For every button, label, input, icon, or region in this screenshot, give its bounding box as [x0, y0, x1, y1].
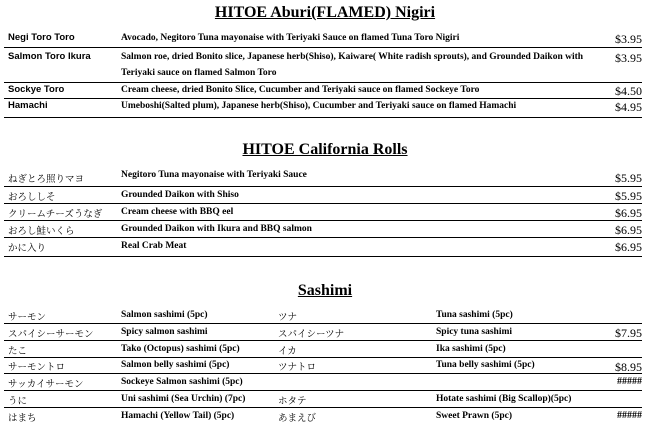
item-name-jp: うに [8, 396, 28, 407]
sashimi-row [4, 391, 642, 408]
item-description: Avocado, Negitoro Tuna mayonaise with Teriyaki Sauce on flamed Tuna Toro Nigiri [121, 33, 460, 43]
item-name-jp: スパイシーツナ [278, 329, 345, 340]
item-name: おろし鮭いくら [8, 226, 75, 237]
sashimi-row [4, 374, 642, 391]
item-description: Umeboshi(Salted plum), Japanese herb(Shiso), Cucumber and Teriyaki sauce on flamed Hamachi [121, 101, 517, 111]
item-price: $6.95 [615, 223, 642, 237]
item-name-jp: ツナトロ [278, 362, 317, 373]
item-description: Real Crab Meat [121, 241, 187, 251]
nigiri-section-title: HITOE Aburi(FLAMED) Nigiri [214, 4, 436, 21]
item-price: $5.95 [615, 171, 642, 185]
item-name-en: Uni sashimi (Sea Urchin) (7pc) [121, 394, 246, 404]
item-description: Cream cheese, dried Bonito Slice, Cucumber and Teriyaki sauce on flamed Sockeye Toro [121, 85, 480, 95]
california-row [4, 221, 642, 238]
sashimi-row [4, 358, 642, 374]
item-name-en: Spicy salmon sashimi [121, 327, 208, 337]
item-name-en: Ika sashimi (5pc) [436, 344, 506, 354]
sashimi-row [4, 324, 642, 341]
item-name: Negi Toro Toro [8, 32, 75, 43]
item-name-en: Tuna sashimi (5pc) [436, 310, 513, 320]
nigiri-row [4, 99, 642, 118]
item-name: クリームチーズうなぎ [8, 209, 103, 220]
item-name-jp: スパイシーサーモン [8, 329, 94, 340]
california-section-title: HITOE California Rolls [242, 141, 408, 158]
item-description-line2: Teriyaki sauce on flamed Salmon Toro [121, 68, 277, 78]
item-name-jp: はまち [8, 413, 37, 424]
item-price: $6.95 [615, 240, 642, 254]
item-description: Negitoro Tuna mayonaise with Teriyaki Sauce [121, 170, 307, 180]
item-name-jp: サーモントロ [8, 362, 66, 373]
item-name-jp: サーモン [8, 312, 47, 323]
item-name: かに入り [8, 243, 47, 254]
nigiri-row [4, 29, 642, 48]
item-name-jp: ツナ [278, 312, 298, 323]
california-row [4, 204, 642, 221]
item-name-en: Salmon sashimi (5pc) [121, 310, 208, 320]
item-name-jp: あまえび [278, 413, 317, 424]
item-name: Sockye Toro [8, 84, 65, 95]
sashimi-section-title: Sashimi [297, 282, 353, 299]
item-name: Hamachi [8, 100, 48, 111]
item-name-en: Sweet Prawn (5pc) [436, 411, 512, 421]
sashimi-row [4, 408, 642, 426]
item-name-jp: イカ [278, 346, 297, 357]
item-price: $7.95 [615, 326, 642, 340]
sashimi-row [4, 341, 642, 358]
item-name-en: Spicy tuna sashimi [436, 327, 513, 337]
item-name-en: Sockeye Salmon sashimi (5pc) [121, 377, 243, 387]
item-price: $6.95 [615, 206, 642, 220]
item-name-en: Tako (Octopus) sashimi (5pc) [121, 344, 240, 354]
item-name-en: Hotate sashimi (Big Scallop)(5pc) [436, 394, 572, 404]
item-name-jp: たこ [8, 346, 28, 357]
item-name: Salmon Toro Ikura [8, 51, 91, 62]
california-row [4, 187, 642, 204]
item-description: Grounded Daikon with Ikura and BBQ salmon [121, 224, 312, 234]
item-price: ##### [617, 376, 642, 387]
item-name-en: Tuna belly sashimi (5pc) [436, 360, 535, 370]
item-price: ##### [617, 410, 642, 421]
item-description: Grounded Daikon with Shiso [121, 190, 239, 200]
item-description: Cream cheese with BBQ eel [121, 207, 234, 217]
item-name-en: Salmon belly sashimi (5pc) [121, 360, 230, 370]
item-name: ねぎとろ照りマヨ [8, 174, 85, 185]
item-name: おろししそ [8, 192, 56, 203]
california-row [4, 168, 642, 187]
nigiri-row [4, 48, 642, 83]
item-price: $4.95 [615, 100, 642, 114]
item-price: $3.95 [615, 51, 642, 65]
item-name-en: Hamachi (Yellow Tail) (5pc) [121, 411, 235, 421]
sashimi-row [4, 308, 642, 324]
item-price: $8.95 [615, 360, 642, 374]
item-description: Salmon roe, dried Bonito slice, Japanese herb(Shiso), Kaiware( White radish sprouts), and Grounded Daikon with [121, 52, 584, 62]
california-row [4, 238, 642, 257]
item-name-jp: サッカイサーモン [8, 379, 84, 390]
item-name-jp: ホタテ [278, 396, 307, 407]
item-price: $3.95 [615, 32, 642, 46]
item-price: $4.50 [615, 84, 642, 98]
item-price: $5.95 [615, 189, 642, 203]
